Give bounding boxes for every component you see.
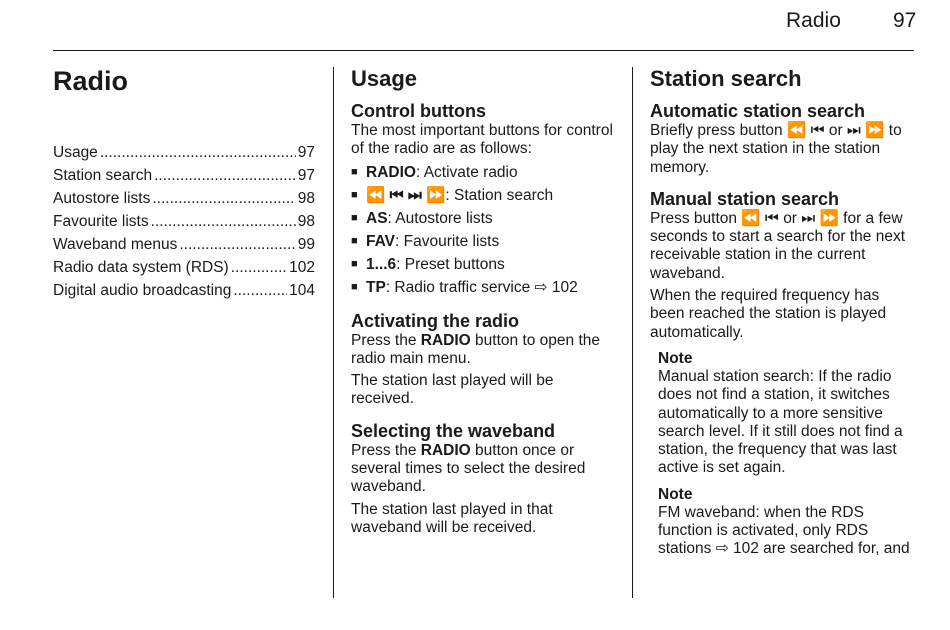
list-item: ■ ⏪ ⏮ ⏭ ⏩: Station search	[351, 184, 613, 207]
station-search-title: Station search	[650, 66, 802, 91]
column-divider-1	[333, 67, 334, 598]
note-block	[658, 486, 915, 559]
control-buttons-heading: Control buttons	[351, 101, 486, 121]
toc-item[interactable]: Favourite lists ..... 98	[53, 210, 315, 233]
list-item: ■ 1...6: Preset buttons	[351, 253, 613, 276]
toc-leader	[151, 210, 296, 233]
waveband-text-2: The station last played in that waveband will be received.	[351, 500, 553, 536]
toc-leader	[233, 279, 287, 302]
waveband-text-1: Press the RADIO button once or several times to select the desired waveband.	[351, 441, 586, 496]
note-heading: Note	[658, 485, 693, 503]
control-buttons-intro: The most important buttons for control of the radio are as follows:	[351, 122, 613, 158]
control-buttons-list	[351, 161, 613, 299]
note-text: FM waveband: when the RDS function is activated, only RDS stations ⇨ 102 are searched for, and	[658, 503, 910, 558]
list-item: ■ RADIO: Activate radio	[351, 161, 613, 184]
manual-search-text-1: Press button ⏪ ⏮ or ⏭ ⏩ for a few seconds to start a search for the next receivable station in the current waveband.	[650, 209, 906, 282]
chapter-column	[53, 64, 315, 302]
header-divider	[53, 50, 914, 51]
column-divider-2	[632, 67, 633, 598]
automatic-search-text: Briefly press button ⏪ ⏮ or ⏭ ⏩ to play the next station in the station memory.	[650, 122, 902, 176]
waveband-heading: Selecting the waveband	[351, 420, 556, 441]
list-item: ■ FAV: Favourite lists	[351, 230, 613, 253]
note-heading: Note	[658, 349, 693, 367]
toc-leader	[152, 187, 295, 210]
toc-item[interactable]: Usage ..... 97	[53, 141, 315, 164]
toc-item[interactable]: Digital audio broadcasting ..... 104	[53, 279, 315, 302]
chapter-title: Radio	[53, 66, 129, 96]
toc-item[interactable]: Autostore lists ..... 98	[53, 187, 315, 210]
toc-leader	[100, 141, 296, 164]
running-header-title: Radio	[786, 9, 841, 32]
station-search-column	[650, 64, 915, 559]
note-block	[658, 350, 915, 478]
usage-column	[351, 64, 613, 537]
toc-item[interactable]: Station search ..... 97	[53, 164, 315, 187]
manual-search-text-2: When the required frequency has been reached the station is played automatically.	[650, 287, 887, 341]
list-item: ■ TP: Radio traffic service ⇨ 102	[351, 276, 613, 299]
activating-text-1: Press the RADIO button to open the radio main menu.	[351, 331, 601, 367]
list-item: ■ AS: Autostore lists	[351, 207, 613, 230]
toc-item[interactable]: Radio data system (RDS) ..... 102	[53, 256, 315, 279]
page-number: 97	[893, 9, 917, 32]
table-of-contents	[53, 141, 315, 302]
automatic-search-heading: Automatic station search	[650, 101, 866, 121]
activating-heading: Activating the radio	[351, 310, 520, 331]
toc-item[interactable]: Waveband menus ..... 99	[53, 233, 315, 256]
manual-search-heading: Manual station search	[650, 188, 840, 209]
toc-leader	[231, 256, 287, 279]
usage-title: Usage	[351, 66, 418, 91]
note-text: Manual station search: If the radio does not find a station, it switches automatically to a more sensitive search level. If it still does not find a station, the frequency that was last active is set again.	[658, 367, 903, 477]
toc-leader	[154, 164, 296, 187]
activating-text-2: The station last played will be received.	[351, 372, 554, 408]
toc-leader	[179, 233, 295, 256]
